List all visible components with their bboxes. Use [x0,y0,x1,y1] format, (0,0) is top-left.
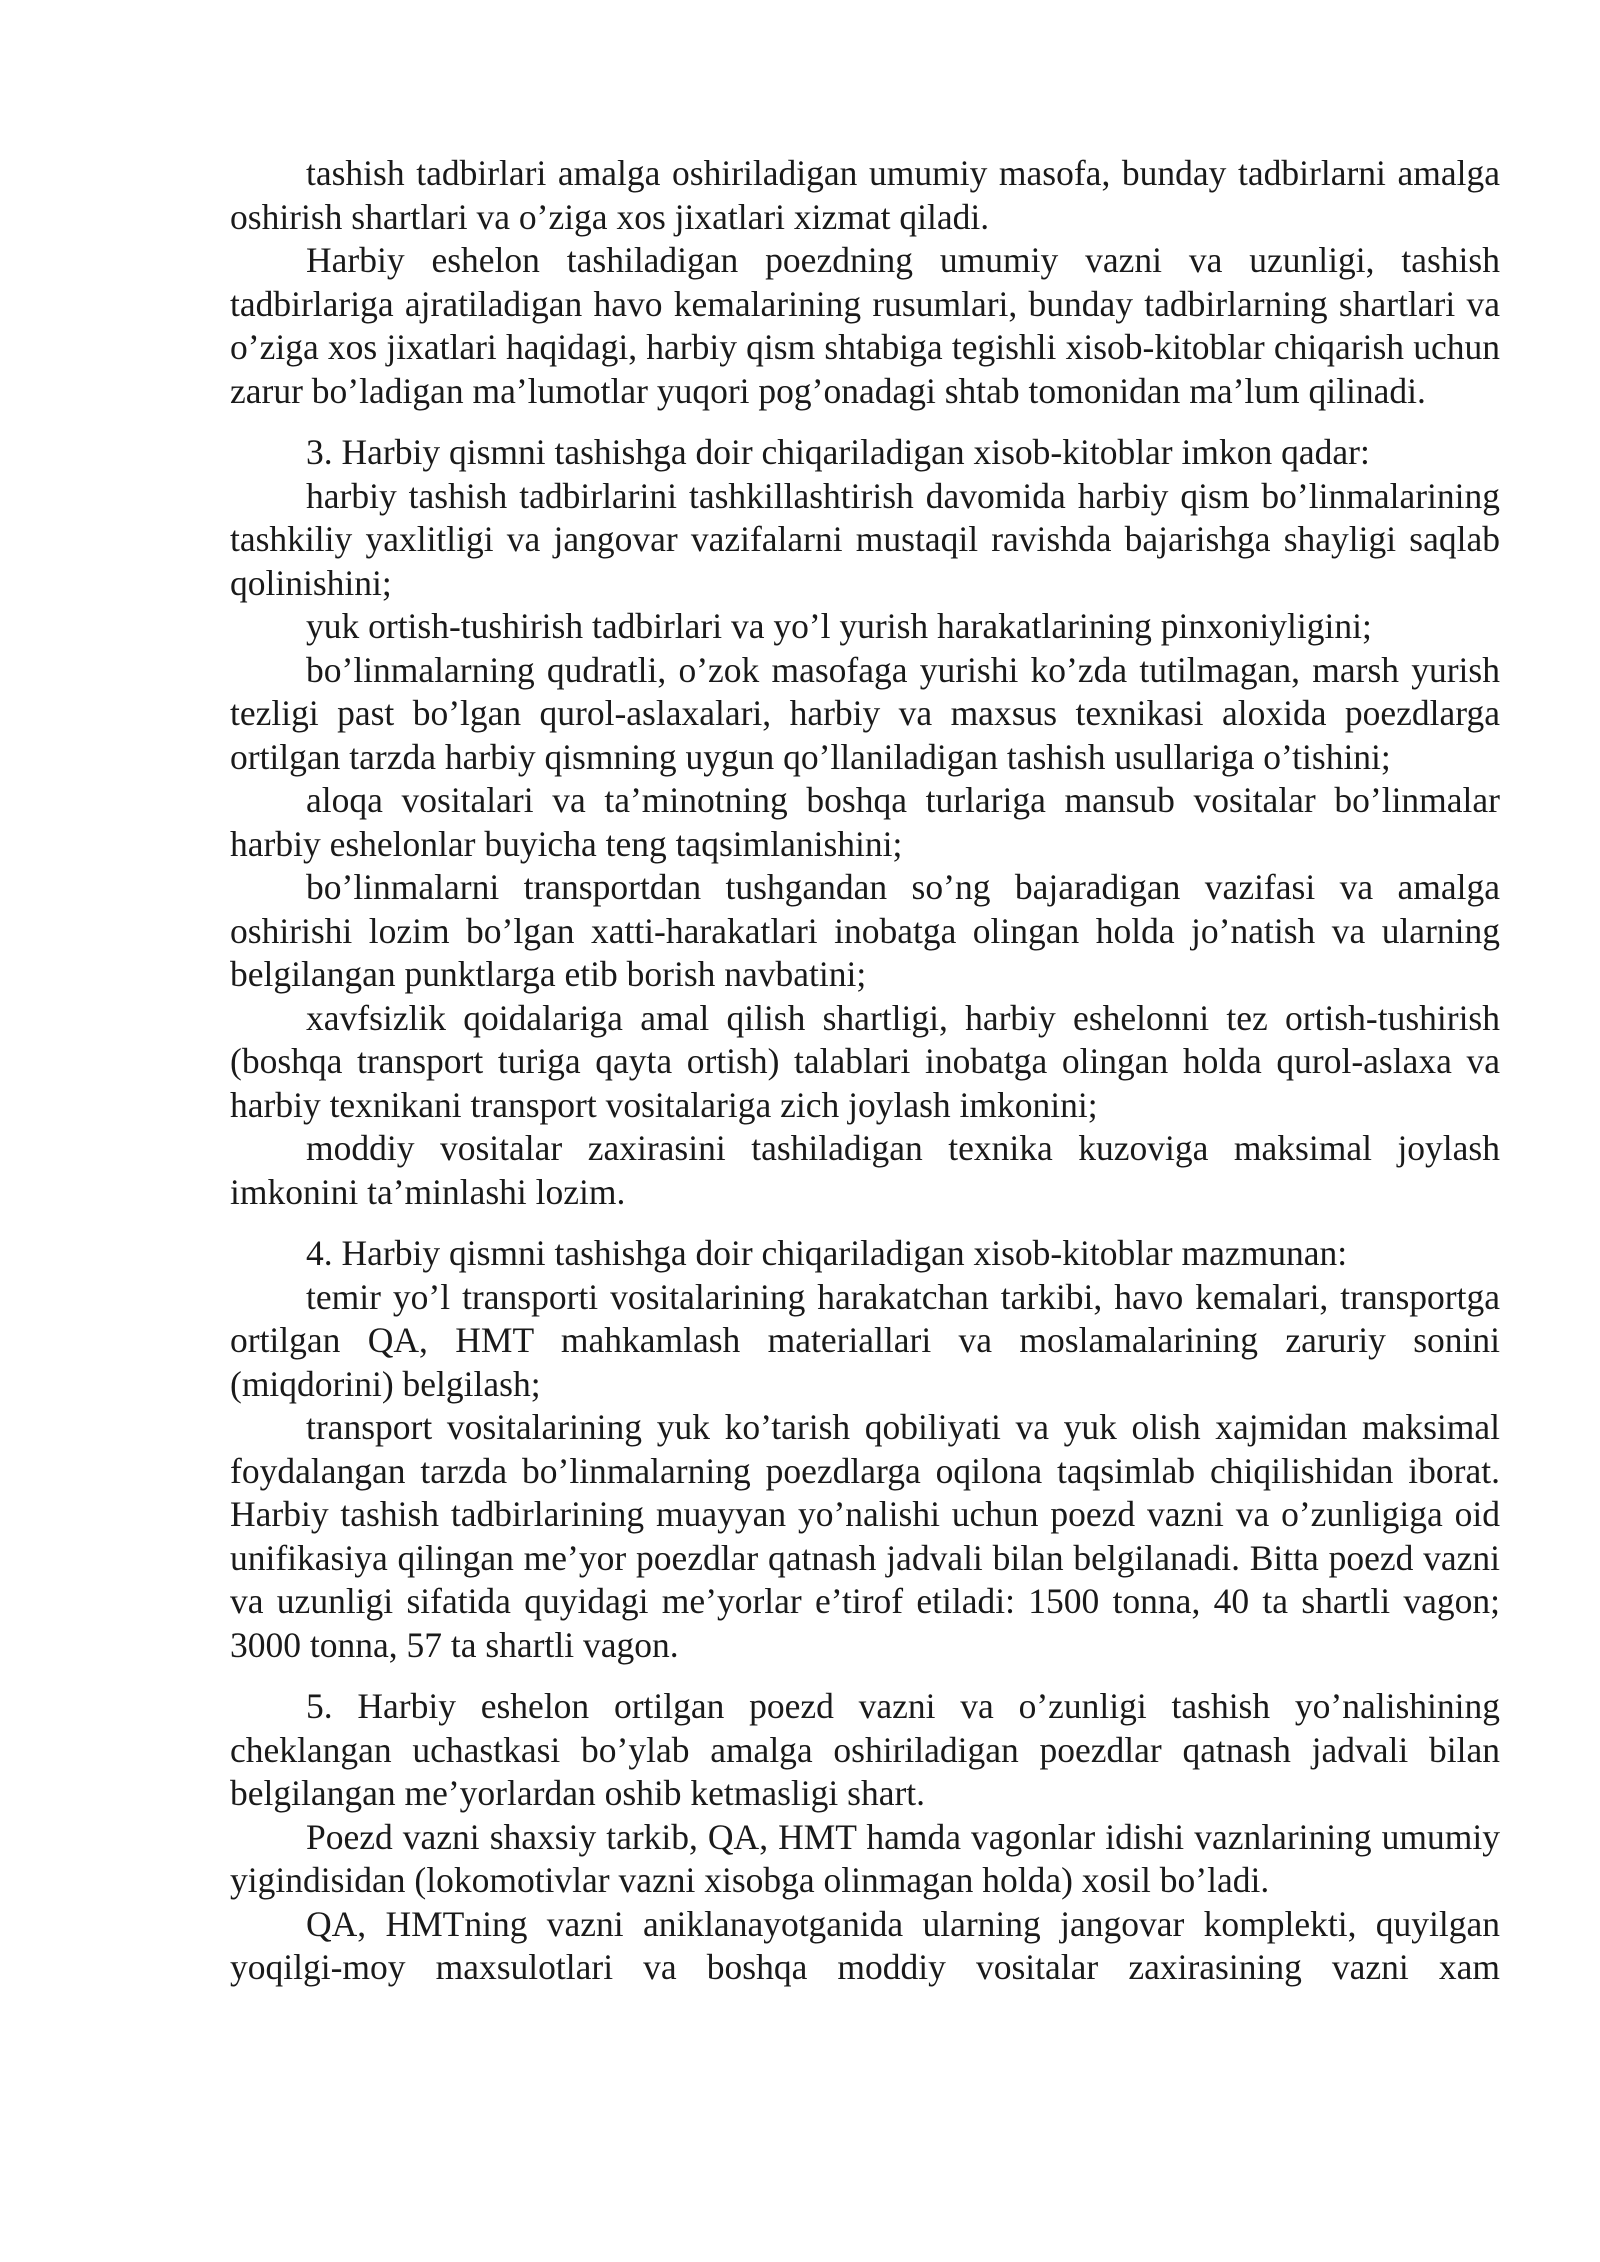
paragraph: Poezd vazni shaxsiy tarkib, QA, HMT hamda vagonlar idishi vaznlarining umumiy yigindisidan (lokomotivlar vazni xisobga olinmagan holda) xosil bo’ladi. [230,1816,1500,1900]
paragraph-item-5: 5. Harbiy eshelon ortilgan poezd vazni va o’zunligi tashish yo’nalishining cheklangan uchastkasi bo’ylab amalga oshiriladigan poezdlar qatnash jadvali bilan belgilangan me’yorlardan oshib ketmasligi shart. [230,1686,1500,1813]
list-item: temir yo’l transporti vositalarining harakatchan tarkibi, havo kemalari, transportga ortilgan QA, HMT mahkamlash materiallari va moslamalarining zaruriy sonini (miqdorini) belgilash; [230,1276,1500,1404]
list-item: aloqa vositalari va ta’minotning boshqa turlariga mansub vositalar bo’linmalar harbiy eshelonlar buyicha teng taqsimlanishini; [230,780,1500,864]
list-item: xavfsizlik qoidalariga amal qilish shartligi, harbiy eshelonni tez ortish-tushirish (boshqa transport turiga qayta ortish) talablari inobatga olingan holda qurol-aslaxa va harbiy texnikani transport vositalariga zich joylash imkonini; [230,997,1500,1125]
paragraph: Harbiy eshelon tashiladigan poezdning umumiy vazni va uzunligi, tashish tadbirlariga ajratiladigan havo kemalarining rusumlari, bunday tadbirlarning shartlari va o’ziga xos jixatlari haqidagi, harbiy qism shtabiga tegishli xisob-kitoblar chiqarish uchun zarur bo’ladigan ma’lumotlar yuqori pog’onadagi shtab tomonidan ma’lum qilinadi. [230,240,1500,411]
list-item: transport vositalarining yuk ko’tarish qobiliyati va yuk olish xajmidan maksimal foydalangan tarzda bo’linmalarning poezdlarga oqilona taqsimlab chiqilishidan iborat. Harbiy tashish tadbirlarining muayyan yo’nalishi uchun poezd vazni va o’zunligiga oid unifikasiya qilingan me’yor poezdlar qatnash jadvali bilan belgilanadi. Bitta poezd vazni va uzunligi sifatida quyidagi me’yorlar e’tirof etiladi: 1500 tonna, 40 ta shartli vagon; 3000 tonna, 57 ta shartli vagon. [230,1407,1500,1665]
list-item: harbiy tashish tadbirlarini tashkillashtirish davomida harbiy qism bo’linmalarining tashkiliy yaxlitligi va jangovar vazifalarni mustaqil ravishda bajarishga shayligi saqlab qolinishini; [230,475,1500,603]
paragraph-item-3: 3. Harbiy qismni tashishga doir chiqariladigan xisob-kitoblar imkon qadar: [306,432,1370,472]
list-item: bo’linmalarni transportdan tushgandan so’ng bajaradigan vazifasi va amalga oshirishi lozim bo’lgan xatti-harakatlari inobatga olingan holda jo’natish va ularning belgilangan punktlarga etib borish navbatini; [230,867,1500,994]
document-page [230,152,1500,1990]
list-item: bo’linmalarning qudratli, o’zok masofaga yurishi ko’zda tutilmagan, marsh yurish tezligi past bo’lgan qurol-aslaxalari, harbiy va maxsus texnikasi aloxida poezdlarga ortilgan tarzda harbiy qismning uygun qo’llaniladigan tashish usullariga o’tishini; [230,649,1500,777]
paragraph-last: QA, HMTning vazni aniklanayotganida ularning jangovar komplekti, quyilgan yoqilgi-moy maxsulotlari va boshqa moddiy vositalar zaxirasining vazni xam [230,1903,1500,1987]
paragraph-item-4: 4. Harbiy qismni tashishga doir chiqariladigan xisob-kitoblar mazmunan: [306,1233,1348,1273]
paragraph-continuation: tashish tadbirlari amalga oshiriladigan umumiy masofa, bunday tadbirlarni amalga oshirish shartlari va o’ziga xos jixatlari xizmat qiladi. [230,153,1500,237]
list-item: yuk ortish-tushirish tadbirlari va yo’l yurish harakatlarining pinxoniyligini; [306,606,1372,646]
list-item: moddiy vositalar zaxirasini tashiladigan texnika kuzoviga maksimal joylash imkonini ta’minlashi lozim. [230,1128,1500,1212]
